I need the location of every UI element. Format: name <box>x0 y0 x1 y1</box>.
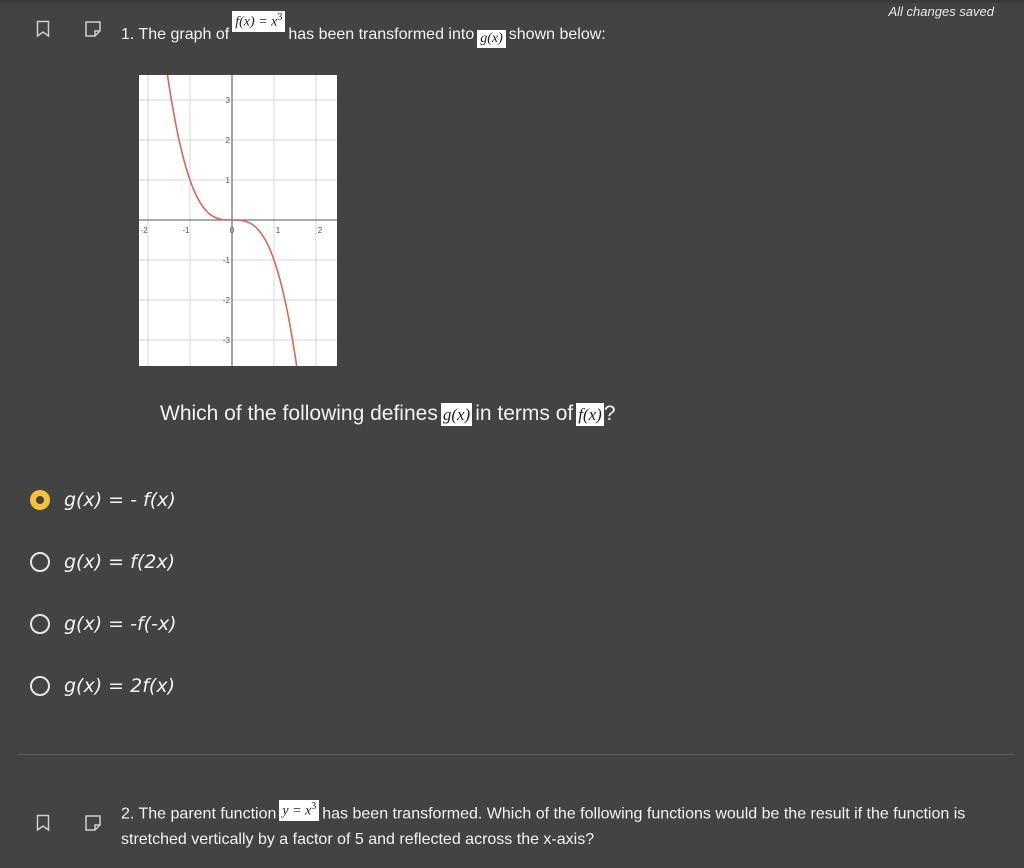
question-2-body: has been transformed. Which of the following functions would be the result if the function is stretched vertically by a factor of 5 and reflected across the x-axis? <box>121 805 966 848</box>
prompt-f-expression: f(x) <box>578 405 602 424</box>
answer-option-label: g(x) = f(2x) <box>64 551 175 573</box>
save-status: All changes saved <box>888 4 994 19</box>
question-1-text <box>121 6 606 44</box>
answer-option-label: g(x) = 2f(x) <box>64 675 175 697</box>
y-tick-label: 2 <box>225 136 230 145</box>
question-1-suffix: shown below: <box>508 26 606 43</box>
bookmark-icon[interactable] <box>36 814 50 832</box>
y-tick-label: -3 <box>222 336 230 345</box>
note-icon[interactable] <box>84 20 102 38</box>
prompt-g-expression: g(x) <box>442 405 471 424</box>
answer-option-label: g(x) = - f(x) <box>64 489 176 511</box>
note-icon[interactable] <box>84 814 102 832</box>
radio-icon[interactable] <box>30 614 50 634</box>
y-expression: $y = x^3$ <box>279 800 319 821</box>
question-divider <box>18 754 1014 755</box>
f-expression: $f(x) = x^3$ <box>232 11 285 32</box>
question-2-text <box>121 800 1011 852</box>
transformed-graph <box>139 75 337 366</box>
x-tick-label: 2 <box>317 226 323 235</box>
y-tick-label: -2 <box>222 296 230 305</box>
answer-option-2[interactable] <box>30 551 175 573</box>
radio-icon[interactable] <box>30 676 50 696</box>
prompt-start: Which of the following defines <box>160 402 438 425</box>
bookmark-icon[interactable] <box>36 20 50 38</box>
x-tick-label: 0 <box>229 226 235 235</box>
question-1-middle: has been transformed into <box>288 26 475 43</box>
question-1-prompt <box>160 402 616 426</box>
radio-icon[interactable] <box>30 552 50 572</box>
y-tick-label: 3 <box>225 96 230 105</box>
answer-option-4[interactable] <box>30 675 175 697</box>
top-border <box>0 0 1024 3</box>
question-1-prefix: 1. The graph of <box>121 26 230 43</box>
x-tick-label: -1 <box>182 226 190 235</box>
answer-option-label: g(x) = -f(-x) <box>64 613 177 635</box>
graph-plot <box>139 75 337 366</box>
prompt-end: ? <box>603 402 616 425</box>
prompt-middle: in terms of <box>475 402 574 425</box>
answer-option-3[interactable] <box>30 613 177 635</box>
y-tick-label: 1 <box>225 176 230 185</box>
radio-selected-icon[interactable] <box>30 490 50 510</box>
x-tick-label: 1 <box>275 226 281 235</box>
question-2-prefix: 2. The parent function <box>121 805 277 823</box>
g-expression: g(x) <box>477 30 506 48</box>
x-tick-label: -2 <box>140 226 148 235</box>
answer-option-1[interactable] <box>30 489 176 511</box>
y-tick-label: -1 <box>222 256 230 265</box>
